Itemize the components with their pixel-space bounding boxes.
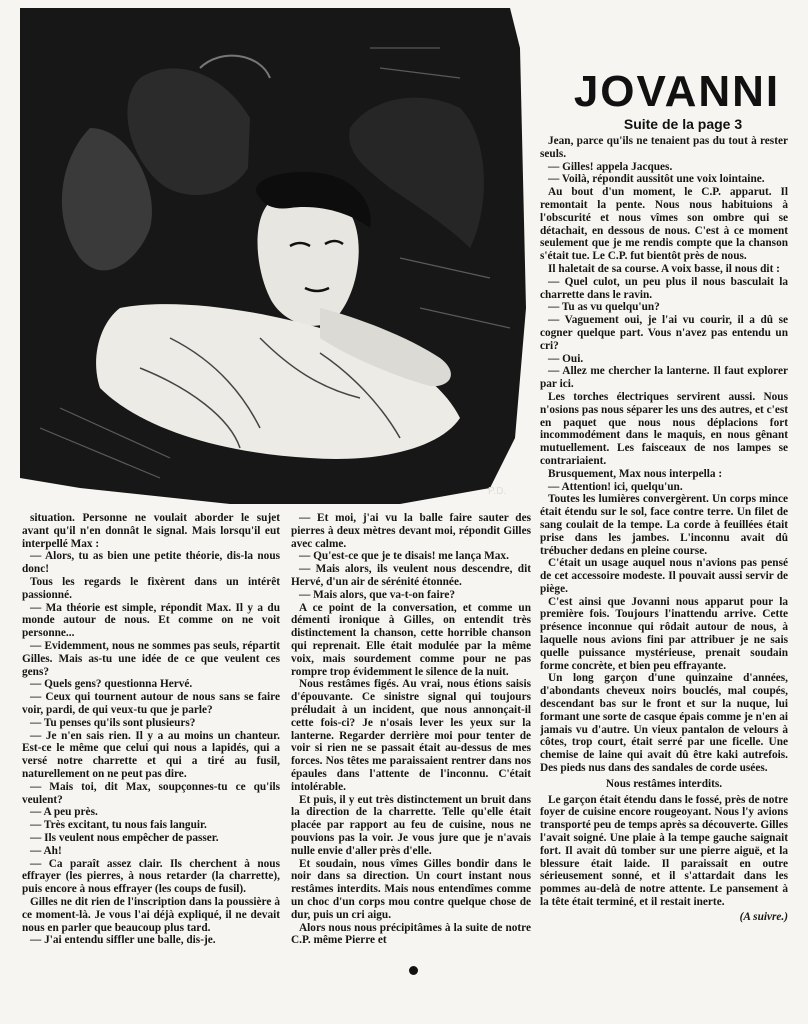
paragraph: situation. Personne ne voulait aborder le sujet avant qu'il n'en donnât le signal. Mais lorsqu'il eut interpellé Max : [22,512,280,550]
paragraph: — Evidemment, nous ne sommes pas seuls, répartit Gilles. Mais as-tu une idée de ce que veulent ces gens? [22,639,280,678]
paragraph: C'est ainsi que Jovanni nous apparut pour la première fois. Toujours l'inattendu arrive. Cette présence inconnue qui rôdait autour de nous, à laquelle nous avions fini par attribuer je ne sais quelle puissance mystérieuse, prenait soudain forme concrète, et bien peu effrayante. [540,595,788,672]
paragraph: — Quel culot, un peu plus il nous basculait la charrette dans le ravin. [540,275,788,301]
paragraph: — Mais alors, que va-t-on faire? [299,588,456,601]
paragraph: Et puis, il y eut très distinctement un bruit dans la direction de la charrette. Telle qu'elle était placée par rapport au feu de cuisine, nous ne pouvions pas la voir. Je vous jure que je n'avais nulle envie d'aller près d'elle. [291,793,531,857]
paragraph: Toutes les lumières convergèrent. Un corps mince était étendu sur le sol, face contre terre. Un filet de sang coulait de la tempe. La corde à feuillées était prise dans les jambes. L'inconnu avait dû trébucher dedans en pleine course. [540,493,788,557]
paragraph: — Ceux qui tournent autour de nous sans se faire voir, pardi, de qui veux-tu que je parle? [22,691,280,716]
paragraph: Le garçon était étendu dans le fossé, près de notre foyer de cuisine encore rougeoyant. Nous l'y avions transporté peu de temps après sa découverte. Gilles l'avait soigné. Une plaie à la tempe gauche saignait fort. Il avait dû tomber sur une pierre aiguë, et la blessure était laide. Il paraissait en outre sérieusement sonné, et il s'attardait dans les pommes au-delà de notre attente. Le pansement à la tête était terminé, et il restait inerte. [540,793,788,909]
paragraph: — Tu as vu quelqu'un? [548,301,660,314]
text-column-1 [22,512,280,992]
paragraph: — Gilles! appela Jacques. [548,160,673,173]
paragraph: A ce point de la conversation, et comme un démenti ironique à Gilles, on entendit très distinctement la chanson, cette horrible chanson qui reprenait. Elle était modulée par la même voix, mais sourdement comme pour ne pas rompre trop évidemment le silence de la nuit. [291,601,531,678]
story-title: JOVANNI [573,67,781,116]
paragraph: — Ah! [30,844,62,857]
to-be-continued: (A suivre.) [739,910,788,923]
paragraph: Nous restâmes figés. Au vrai, nous étions saisis d'épouvante. Ce sinistre signal qui toujours préludait à un incident, que nous annonçait-il cette fois-ci? Je n'osais lever les yeux sur la lanterne. Regarder derrière moi pour tenter de voir si rien ne se passait était au-dessus de mes forces. Nos têtes me paraissaient rentrer dans nos épaules dans l'attente de l'inconnu. C'était intolérable. [291,678,531,793]
paragraph: — Mais alors, ils veulent nous descendre, dit Hervé, d'un air de sérénité étonnée. [291,563,531,588]
paragraph: — Tu penses qu'ils sont plusieurs? [30,716,196,729]
paragraph: — Qu'est-ce que je te disais! me lança Max. [299,550,509,563]
paragraph: Gilles ne dit rien de l'inscription dans la poussière à ce moment-là. Je vous l'ai déjà expliqué, il ne devait nous en parler que beaucoup plus tard. [22,895,280,934]
paragraph: — Voilà, répondit aussitôt une voix lointaine. [548,173,765,186]
paragraph: Alors nous nous précipitâmes à la suite de notre C.P. même Pierre et [291,921,531,947]
paragraph: — A peu près. [30,806,98,819]
text-column-3 [540,135,788,963]
paragraph: — Oui. [548,352,584,365]
paragraph: — Vaguement oui, je l'ai vu courir, il a dû se cogner quelque part. Vous n'avez pas entendu un cri? [540,314,788,352]
paragraph: — Ma théorie est simple, répondit Max. Il y a du monde autour de nous. Et comme on ne voit personne... [22,601,280,640]
paragraph: Il haletait de sa course. A voix basse, il nous dit : [548,262,780,275]
paragraph: Et soudain, nous vîmes Gilles bondir dans le noir dans sa direction. Un court instant nous restâmes interdits. Mais nous entendîmes comme un choc d'un corps mou contre quelque chose de dur, puis un cri aigu. [291,857,531,921]
continued-from: Suite de la page 3 [623,116,743,132]
paragraph: Un long garçon d'une quinzaine d'années, d'abondants cheveux noirs bouclés, mal coupés, descendant bas sur le front et sur la nuque, lui formant une sorte de casque épais comme je n'en ai jamais vu d'autre. Un vieux pantalon de velours à côtes, trop court, était serré par une ficelle. Une chemise de laine qui avait dû être kaki autrefois. Des pieds nus dans des sandales de corde usées. [540,672,788,775]
paragraph: — Allez me chercher la lanterne. Il faut explorer par ici. [540,365,788,391]
paragraph: Jean, parce qu'ils ne tenaient pas du tout à rester seuls. [540,135,788,160]
ink-drawing [20,8,526,504]
paragraph: — Je n'en sais rien. Il y a au moins un chanteur. Est-ce le même que celui qui nous a lapidés, qui a versé notre charrette et qui a tiré au fusil, naturellement on ne peut pas dire. [22,729,280,780]
paragraph: — Et moi, j'ai vu la balle faire sauter des pierres à deux mètres devant moi, répondit Gilles avec calme. [291,512,531,550]
paragraph: Les torches électriques servirent aussi. Nous n'osions pas nous séparer les uns des autres, et c'est en paquet que nous nous déplacions fort incommodément dans le maquis, en nous gênant mutuellement. Les faisceaux de nos lampes se contrariaient. [540,390,788,467]
story-illustration [20,8,526,504]
paragraph: Au bout d'un moment, le C.P. apparut. Il remontait la pente. Nous nous habituions à l'obscurité et nous vîmes son ombre qui se détachait, en dessous de nous. C'est à ce moment seulement que je me rendis compte que la chanson s'était tue. Le C.P. fut bientôt près de nous. [540,186,788,263]
paragraph: — J'ai entendu siffler une balle, dis-je. [30,934,216,947]
paragraph: — Ca paraît assez clair. Ils cherchent à nous effrayer (les pierres, à nous retarder (la charrette), puis encore à nous effrayer (les coups de fusil). [22,857,280,896]
paragraph: — Attention! ici, quelqu'un. [548,480,683,493]
end-dot [409,966,418,975]
paragraph: — Mais toi, dit Max, soupçonnes-tu ce qu'ils veulent? [22,780,280,806]
section-break-line: Nous restâmes interdits. [605,777,723,790]
illustrator-signature: P.D. [488,486,507,497]
paragraph: Brusquement, Max nous interpella : [548,467,723,480]
paragraph: — Ils veulent nous empêcher de passer. [30,831,219,844]
paragraph: C'était un usage auquel nous n'avions pas pensé de cet accessoire modeste. Il pouvait aussi servir de piège. [540,557,788,595]
paragraph: Tous les regards le fixèrent dans un intérêt passionné. [22,575,280,601]
paragraph: — Alors, tu as bien une petite théorie, dis-la nous donc! [22,550,280,576]
paragraph: — Très excitant, tu nous fais languir. [30,819,207,832]
text-column-2 [291,512,531,962]
paragraph: — Quels gens? questionna Hervé. [30,678,193,691]
